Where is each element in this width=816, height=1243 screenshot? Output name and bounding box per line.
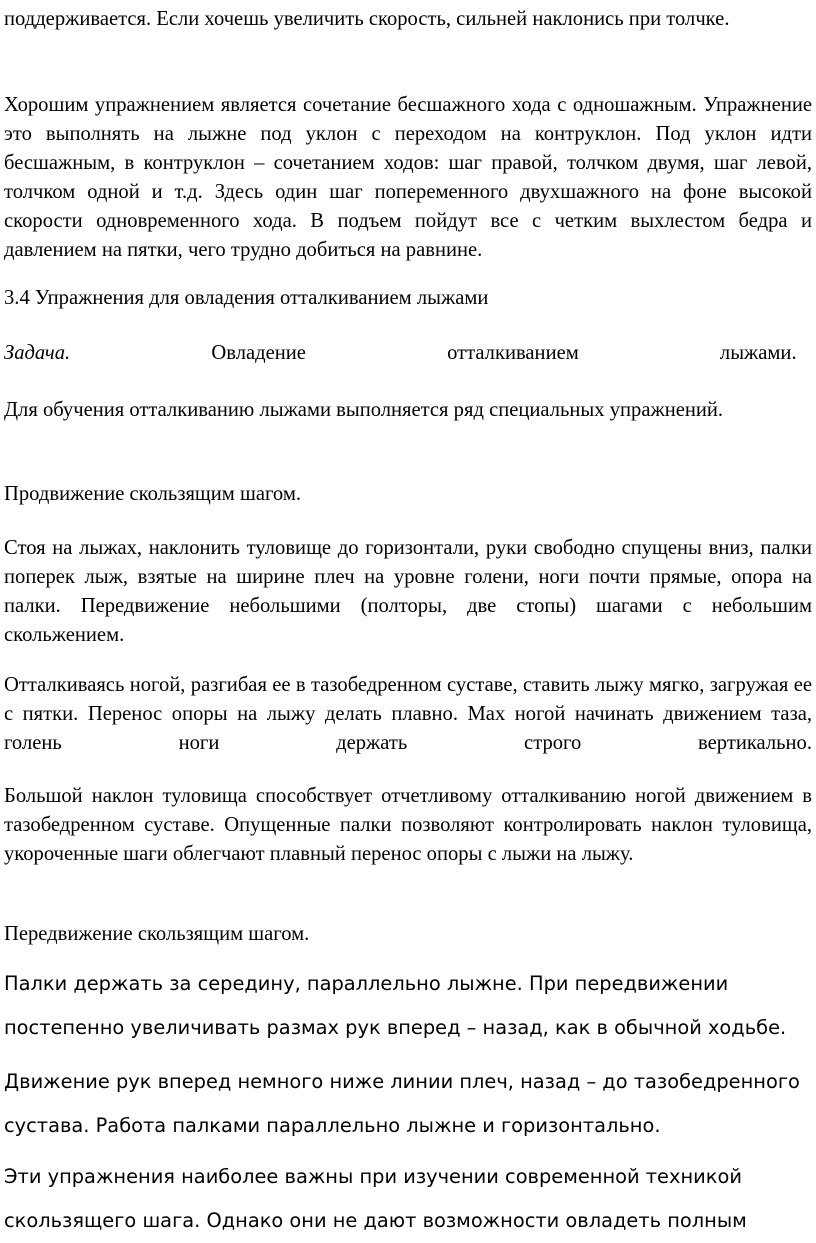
- paragraph-sliding-step-title-1: Продвижение скользящим шагом.: [4, 483, 301, 505]
- paragraph-exercise-combination: Хорошим упражнением является сочетание бесшажного хода с одношажным. Упражнение это выполнять на лыжне под уклон с переходом на контруклон. Под уклон идти бесшажным, в контруклон – сочетанием ходов: шаг правой, толчком двумя, шаг левой, толчком одной и т.д. Здесь один шаг попеременного двухшажного на фоне высокой скорости одновременного хода. В подъем пойдут все с четким выхлестом бедра и давлением на пятки, чего трудно добиться на равнине.: [4, 94, 812, 261]
- paragraph-sliding-step-title-2: Передвижение скользящим шагом.: [4, 923, 310, 945]
- task-label: Задача.: [4, 342, 71, 364]
- paragraph-standing-exercise: Стоя на лыжах, наклонить туловище до горизонтали, руки свободно спущены вниз, палки поперек лыж, взятые на ширине плеч на уровне голени, ноги почти прямые, опора на палки. Передвижение небольшими (полторы, две стопы) шагами с небольшим скольжением.: [4, 537, 812, 646]
- paragraph-training-intro: Для обучения отталкиванию лыжами выполняется ряд специальных упражнений.: [4, 399, 724, 421]
- paragraph-torso-lean: Большой наклон туловища способствует отчетливому отталкиванию ногой движением в тазобедренном суставе. Опущенные палки позволяют контролировать наклон туловища, укороченные шаги облегчают плавный перенос опоры с лыжи на лыжу.: [4, 785, 812, 865]
- paragraph-exercise-importance: Эти упражнения наиболее важны при изучении современной техникой скользящего шага. Однако они не дают возможности овладеть полным: [4, 1165, 747, 1232]
- paragraph-arm-movement: Движение рук вперед немного ниже линии плеч, назад – до тазобедренного сустава. Работа палками параллельно лыжне и горизонтально.: [4, 1070, 800, 1137]
- task-text: Овладение отталкиванием лыжами.: [211, 342, 797, 364]
- task-line: [4, 339, 812, 368]
- paragraph-poles-hold: Палки держать за середину, параллельно лыжне. При передвижении постепенно увеличивать размах рук вперед – назад, как в обычной ходьбе.: [4, 972, 787, 1039]
- paragraph-pushing-leg: Отталкиваясь ногой, разгибая ее в тазобедренном суставе, ставить лыжу мягко, загружая ее с пятки. Перенос опоры на лыжу делать плавно. Мах ногой начинать движением таза, голень ноги держать строго вертикально.: [4, 674, 812, 754]
- section-heading: 3.4 Упражнения для овладения отталкиванием лыжами: [4, 287, 489, 309]
- paragraph-continuation: поддерживается. Если хочешь увеличить скорость, сильней наклонись при толчке.: [4, 8, 730, 30]
